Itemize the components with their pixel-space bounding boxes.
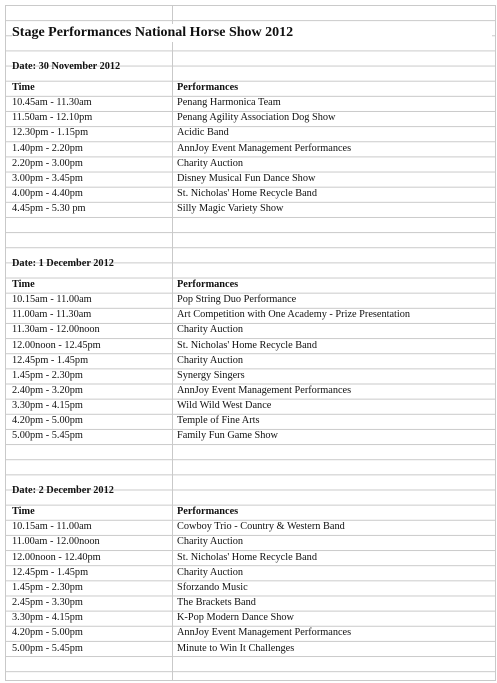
- date-label: Date: 2 December 2012: [12, 484, 114, 496]
- table-row: [6, 519, 495, 534]
- time-cell: 11.50am - 12.10pm: [12, 112, 93, 124]
- table-row: [6, 368, 495, 383]
- time-cell: 4.20pm - 5.00pm: [12, 415, 83, 427]
- table-row: [6, 125, 495, 140]
- time-cell: 12.45pm - 1.45pm: [12, 566, 89, 578]
- time-column-header: Time: [12, 506, 35, 518]
- spreadsheet: [5, 5, 496, 681]
- table-row: [6, 383, 495, 398]
- time-cell: 5.00pm - 5.45pm: [12, 642, 83, 654]
- performances-column-header: Performances: [177, 506, 239, 518]
- time-cell: 2.20pm - 3.00pm: [12, 157, 83, 169]
- performance-cell: Penang Agility Association Dog Show: [177, 112, 336, 124]
- performances-column-header: Performances: [177, 81, 239, 93]
- table-row: [6, 641, 495, 656]
- performance-cell: Temple of Fine Arts: [177, 415, 260, 427]
- time-cell: 4.00pm - 4.40pm: [12, 188, 83, 200]
- performance-cell: Charity Auction: [177, 536, 244, 548]
- time-column-header: Time: [12, 81, 35, 93]
- date-label: Date: 1 December 2012: [12, 257, 114, 269]
- table-row: [6, 595, 495, 610]
- time-cell: 3.30pm - 4.15pm: [12, 400, 83, 412]
- table-row: [6, 565, 495, 580]
- time-cell: 11.00am - 12.00noon: [12, 536, 100, 548]
- time-cell: 4.45pm - 5.30 pm: [12, 203, 86, 215]
- table-row: [6, 353, 495, 368]
- time-cell: 11.00am - 11.30am: [12, 309, 92, 321]
- table-row: [6, 171, 495, 186]
- time-cell: 2.45pm - 3.30pm: [12, 597, 83, 609]
- performance-cell: Sforzando Music: [177, 581, 248, 593]
- time-cell: 5.00pm - 5.45pm: [12, 430, 83, 442]
- table-row: [6, 110, 495, 125]
- table-row: [6, 625, 495, 640]
- table-row: [6, 413, 495, 428]
- time-cell: 1.40pm - 2.20pm: [12, 142, 83, 154]
- performance-cell: St. Nicholas' Home Recycle Band: [177, 188, 317, 200]
- time-cell: 4.20pm - 5.00pm: [12, 627, 83, 639]
- performance-cell: AnnJoy Event Management Performances: [177, 384, 352, 396]
- performances-column-header: Performances: [177, 278, 239, 290]
- time-cell: 1.45pm - 2.30pm: [12, 369, 83, 381]
- performance-cell: Charity Auction: [177, 324, 244, 336]
- time-cell: 12.00noon - 12.45pm: [12, 339, 101, 351]
- performance-cell: Synergy Singers: [177, 369, 245, 381]
- performance-cell: Silly Magic Variety Show: [177, 203, 284, 215]
- performance-cell: Pop String Duo Performance: [177, 294, 297, 306]
- time-cell: 12.45pm - 1.45pm: [12, 354, 89, 366]
- table-row: [6, 322, 495, 337]
- table-row: [6, 307, 495, 322]
- performance-cell: Minute to Win It Challenges: [177, 642, 295, 654]
- performance-cell: Cowboy Trio - Country & Western Band: [177, 521, 345, 533]
- performance-cell: The Brackets Band: [177, 597, 256, 609]
- table-row: [6, 534, 495, 549]
- time-column-header: Time: [12, 278, 35, 290]
- table-row: [6, 580, 495, 595]
- header-row: [6, 277, 495, 292]
- table-row: [6, 201, 495, 216]
- header-row: [6, 504, 495, 519]
- time-cell: 12.00noon - 12.40pm: [12, 551, 101, 563]
- performance-cell: Wild Wild West Dance: [177, 400, 272, 412]
- performance-cell: Art Competition with One Academy - Prize Presentation: [177, 309, 411, 321]
- date-label: Date: 30 November 2012: [12, 60, 121, 72]
- time-cell: 12.30pm - 1.15pm: [12, 127, 89, 139]
- table-row: [6, 398, 495, 413]
- performance-cell: Penang Harmonica Team: [177, 97, 281, 109]
- date-row: [6, 256, 495, 271]
- time-cell: 2.40pm - 3.20pm: [12, 384, 83, 396]
- performance-cell: St. Nicholas' Home Recycle Band: [177, 339, 317, 351]
- time-cell: 1.45pm - 2.30pm: [12, 581, 83, 593]
- performance-cell: Acidic Band: [177, 127, 229, 139]
- table-row: [6, 141, 495, 156]
- page-title: Stage Performances National Horse Show 2012: [12, 24, 492, 42]
- table-row: [6, 610, 495, 625]
- header-row: [6, 80, 495, 95]
- table-row: [6, 292, 495, 307]
- date-row: [6, 483, 495, 498]
- performance-cell: K-Pop Modern Dance Show: [177, 612, 294, 624]
- table-row: [6, 186, 495, 201]
- performance-cell: Charity Auction: [177, 354, 244, 366]
- performance-cell: Disney Musical Fun Dance Show: [177, 172, 316, 184]
- table-row: [6, 156, 495, 171]
- time-cell: 3.00pm - 3.45pm: [12, 172, 83, 184]
- performance-cell: St. Nicholas' Home Recycle Band: [177, 551, 317, 563]
- time-cell: 3.30pm - 4.15pm: [12, 612, 83, 624]
- table-row: [6, 95, 495, 110]
- time-cell: 10.15am - 11.00am: [12, 521, 92, 533]
- performance-cell: Charity Auction: [177, 566, 244, 578]
- time-cell: 10.15am - 11.00am: [12, 294, 92, 306]
- performance-cell: Family Fun Game Show: [177, 430, 278, 442]
- time-cell: 11.30am - 12.00noon: [12, 324, 100, 336]
- performance-cell: AnnJoy Event Management Performances: [177, 627, 352, 639]
- table-row: [6, 338, 495, 353]
- performance-cell: AnnJoy Event Management Performances: [177, 142, 352, 154]
- table-row: [6, 550, 495, 565]
- table-row: [6, 428, 495, 443]
- date-row: [6, 59, 495, 74]
- time-cell: 10.45am - 11.30am: [12, 97, 92, 109]
- performance-cell: Charity Auction: [177, 157, 244, 169]
